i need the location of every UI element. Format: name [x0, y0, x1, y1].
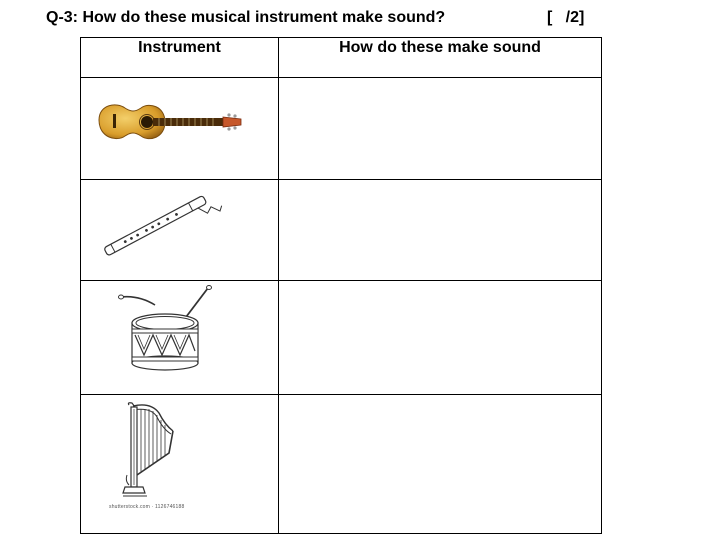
drum-icon	[117, 285, 217, 371]
answer-cell-harp[interactable]	[279, 395, 601, 533]
header-instrument: Instrument	[138, 39, 221, 56]
answer-cell-flute[interactable]	[279, 180, 601, 280]
answer-cell-guitar[interactable]	[279, 78, 601, 179]
question-title	[46, 9, 445, 27]
marks-box: [ /2]	[547, 9, 585, 26]
image-credit: shutterstock.com · 1126746188	[109, 504, 185, 510]
flute-icon	[96, 187, 226, 265]
answer-cell-drum[interactable]	[279, 281, 601, 394]
question-label: Q-3:	[46, 9, 78, 26]
guitar-icon	[95, 98, 245, 148]
header-how-sound: How do these make sound	[339, 39, 541, 56]
instrument-table	[80, 37, 602, 534]
harp-icon	[121, 401, 181, 499]
question-text: How do these musical instrument make sound?	[82, 9, 446, 26]
